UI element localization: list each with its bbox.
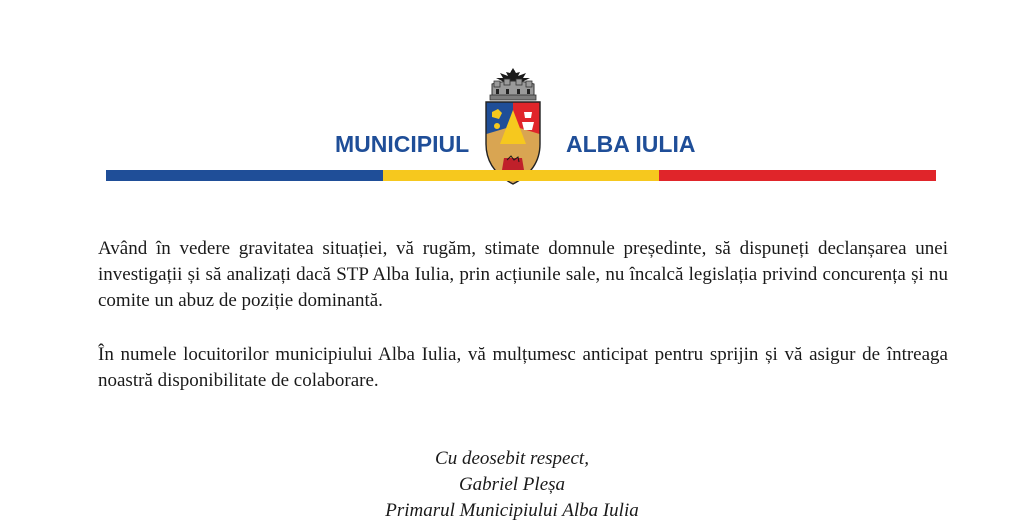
signature-block (0, 446, 1024, 524)
org-name-right: ALBA IULIA (566, 131, 696, 157)
tricolor-yellow-band (383, 170, 660, 181)
body-paragraph: Având în vedere gravitatea situației, vă rugăm, stimate domnule președinte, să dispuneți declanșarea unei investigații și să analizați dacă STP Alba Iulia, prin acțiunile sale, nu încalcă legislația privind concurența și nu comite un abuz de poziție dominantă. (98, 238, 948, 311)
tricolor-stripe (106, 170, 936, 181)
eagle-icon (496, 68, 530, 82)
org-name-left: MUNICIPIUL (335, 131, 470, 157)
mural-crown-icon (490, 79, 536, 100)
tricolor-blue-band (106, 170, 383, 181)
body-paragraph: În numele locuitorilor municipiului Alba Iulia, vă mulțumesc anticipat pentru sprijin și vă asigur de întreaga noastră disponibilitate de colaborare. (98, 344, 948, 391)
tricolor-red-band (659, 170, 936, 181)
letterhead (0, 0, 1024, 190)
signature-name: Gabriel Pleșa (458, 474, 566, 495)
signature-closing: Cu deosebit respect, (435, 448, 589, 469)
signature-title: Primarul Municipiului Alba Iulia (385, 500, 639, 521)
